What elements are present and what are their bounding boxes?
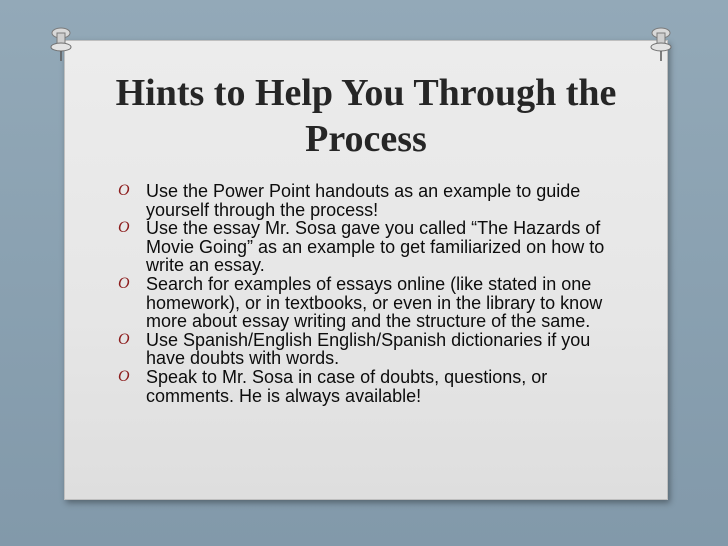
- list-item: [118, 368, 618, 405]
- list-item: [118, 182, 618, 219]
- bullet-text: Search for examples of essays online (like stated in one homework), or in textbooks, or even in the library to know more about essay writing and the structure of the same.: [146, 273, 603, 332]
- bullet-text: Use the essay Mr. Sosa gave you called “The Hazards of Movie Going” as an example to get familiarized on how to write an essay.: [146, 218, 605, 276]
- slide-title: Hints to Help You Through the Process: [115, 72, 617, 160]
- bullet-marker-icon: O: [118, 330, 130, 348]
- list-item: [118, 219, 618, 275]
- bullet-marker-icon: O: [118, 219, 130, 237]
- bullet-text: Use Spanish/English English/Spanish dictionaries if you have doubts with words.: [146, 329, 591, 369]
- pushpin-icon: [50, 27, 72, 63]
- pushpin-icon: [650, 27, 672, 63]
- bullet-text: Speak to Mr. Sosa in case of doubts, questions, or comments. He is always available!: [146, 366, 548, 406]
- list-item: [118, 331, 618, 368]
- bullet-text: Use the Power Point handouts as an example to guide yourself through the process!: [146, 181, 581, 220]
- list-item: [118, 275, 618, 331]
- bullet-marker-icon: O: [118, 367, 130, 385]
- bullet-list: [118, 182, 618, 405]
- bullet-marker-icon: O: [118, 182, 130, 199]
- bullet-marker-icon: O: [118, 274, 130, 292]
